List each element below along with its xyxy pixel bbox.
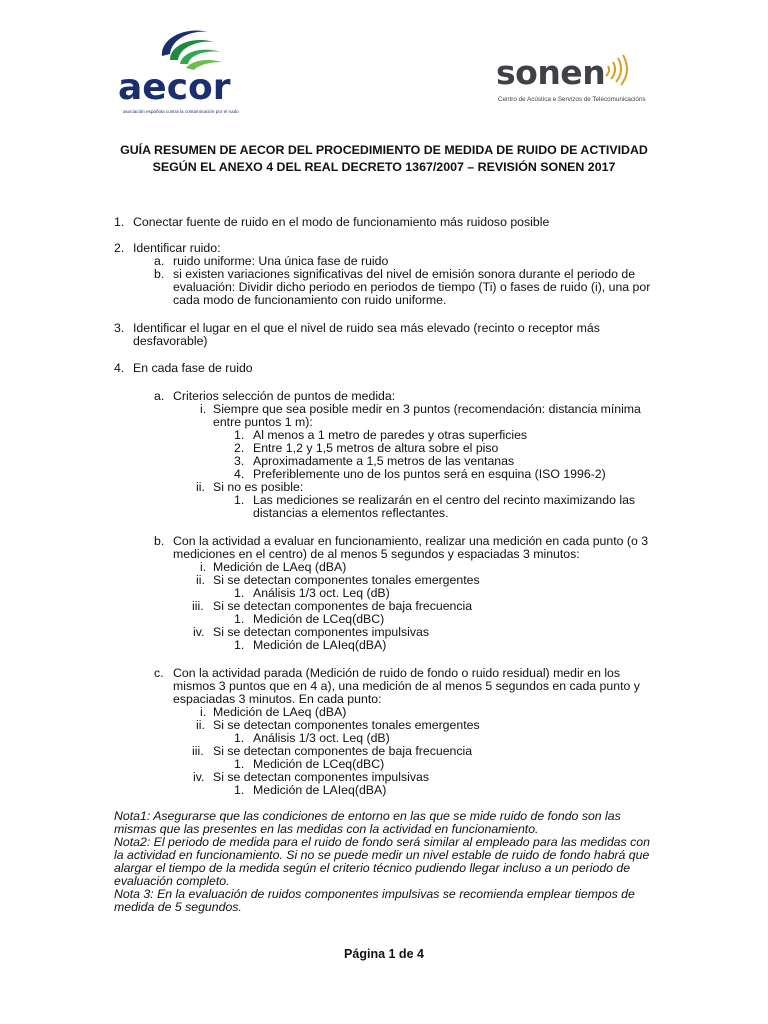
item-number: 1. [234, 757, 245, 771]
criterion-item: Preferiblemente uno de los puntos será en esquina (ISO 1996-2) [253, 467, 606, 481]
step-number: 4. [114, 361, 125, 375]
roman-numeral: iii. [192, 599, 204, 613]
note-1-line-2: mismas que las presentes en las medidas con la actividad en funcionamiento. [114, 822, 539, 836]
item-number: 1. [234, 731, 245, 745]
note-2-line-1: Nota2: El periodo de medida para el ruido de fondo será similar al empleado para las medidas con [114, 835, 650, 849]
measure-item: Si se detectan componentes impulsivas [213, 770, 429, 784]
aecor-wordmark: aecor [118, 67, 231, 108]
criterion-item: Entre 1,2 y 1,5 metros de altura sobre el piso [253, 441, 499, 455]
roman-numeral: iii. [192, 744, 204, 758]
item-number: 1. [234, 612, 245, 626]
step-4-text: En cada fase de ruido [133, 361, 253, 375]
measure-subitem: Análisis 1/3 oct. Leq (dB) [253, 731, 390, 745]
step-2b-line-3: cada modo de funcionamiento con ruido uniforme. [173, 293, 447, 307]
document-title [90, 142, 678, 176]
aecor-logo [118, 26, 278, 112]
note-1-line-1: Nota1: Asegurarse que las condiciones de entorno en las que se mide ruido de fondo son las [114, 809, 621, 823]
step-4a-i-line-1: Siempre que sea posible medir en 3 puntos (recomendación: distancia mínima [213, 402, 641, 416]
step-4b-line-1: Con la actividad a evaluar en funcionamiento, realizar una medición en cada punto (o 3 [173, 534, 649, 548]
step-4c-line-2: mismos 3 puntos que en 4 a), una medición de al menos 5 segundos en cada punto y [173, 679, 640, 693]
measure-subitem: Medición de LCeq(dBC) [253, 757, 385, 771]
note-2-line-3: alargar el tiempo de la medida según el criterio técnico pudiendo llegar incluso a un periodo de [114, 861, 631, 875]
sonen-tagline: Centro de Acústica e Servizos de Telecomunicacións [498, 96, 646, 103]
measure-subitem: Análisis 1/3 oct. Leq (dB) [253, 586, 390, 600]
item-number: 1. [234, 586, 245, 600]
sub-letter: a. [154, 254, 165, 268]
sub-letter: b. [154, 534, 165, 548]
item-number: 1. [234, 428, 245, 442]
aecor-tagline: asociación española contra la contaminación por el ruido [123, 109, 239, 114]
roman-numeral: ii. [196, 480, 205, 494]
measure-item: Si se detectan componentes impulsivas [213, 625, 429, 639]
aecor-swirl-icon [156, 26, 226, 72]
measure-item: Medición de LAeq (dBA) [213, 560, 347, 574]
step-4c-line-1: Con la actividad parada (Medición de ruido de fondo o ruido residual) medir en los [173, 666, 621, 680]
measure-subitem: Medición de LAIeq(dBA) [253, 783, 387, 797]
step-number: 3. [114, 321, 125, 335]
step-4a-ii-text: Si no es posible: [213, 480, 304, 494]
note-3-line-2: medida de 5 segundos. [114, 900, 242, 914]
note-3-line-1: Nota 3: En la evaluación de ruidos componentes impulsivas se recomienda emplear tiempos de [114, 887, 635, 901]
roman-numeral: i. [200, 402, 207, 416]
title-line-2: SEGÚN EL ANEXO 4 DEL REAL DECRETO 1367/2007 – REVISIÓN SONEN 2017 [152, 160, 616, 174]
item-number: 1. [234, 638, 245, 652]
item-number: 1. [234, 493, 245, 507]
step-4b-line-2: mediciones en el centro) de al menos 5 segundos y espaciadas 3 minutos: [173, 547, 580, 561]
sonen-wordmark: sonen [496, 53, 606, 92]
sub-letter: a. [154, 389, 165, 403]
sound-waves-icon [602, 54, 634, 88]
sonen-logo [496, 54, 656, 110]
sub-letter: b. [154, 267, 165, 281]
step-4a-ii-item-line-2: distancias a elementos reflectantes. [253, 506, 449, 520]
measure-item: Medición de LAeq (dBA) [213, 705, 347, 719]
page-number: Página 1 de 4 [344, 947, 424, 961]
item-number: 4. [234, 467, 245, 481]
item-number: 1. [234, 783, 245, 797]
step-4a-i-line-2: entre puntos 1 m): [213, 415, 313, 429]
step-2b-line-2: evaluación: Dividir dicho periodo en periodos de tiempo (Ti) o fases de ruido (i), una por [173, 280, 651, 294]
measure-item: Si se detectan componentes de baja frecuencia [213, 599, 473, 613]
step-4a-text: Criterios selección de puntos de medida: [173, 389, 396, 403]
roman-numeral: ii. [196, 573, 205, 587]
step-number: 1. [114, 215, 125, 229]
step-4c-line-3: espaciadas 3 minutos. En cada punto: [173, 692, 382, 706]
step-3-line-2: desfavorable) [133, 334, 208, 348]
roman-numeral: i. [200, 560, 207, 574]
step-3-line-1: Identificar el lugar en el que el nivel de ruido sea más elevado (recinto o receptor más [133, 321, 600, 335]
step-2b-line-1: si existen variaciones significativas del nivel de emisión sonora durante el periodo de [173, 267, 636, 281]
step-4a-ii-item-line-1: Las mediciones se realizarán en el centro del recinto maximizando las [253, 493, 636, 507]
note-2-line-4: evaluación completo. [114, 874, 230, 888]
step-1-text: Conectar fuente de ruido en el modo de funcionamiento más ruidoso posible [133, 215, 550, 229]
roman-numeral: i. [200, 705, 207, 719]
measure-subitem: Medición de LCeq(dBC) [253, 612, 385, 626]
sub-letter: c. [154, 666, 164, 680]
item-number: 2. [234, 441, 245, 455]
step-number: 2. [114, 241, 125, 255]
roman-numeral: ii. [196, 718, 205, 732]
step-2-text: Identificar ruido: [133, 241, 221, 255]
step-2a-text: ruido uniforme: Una única fase de ruido [173, 254, 389, 268]
measure-subitem: Medición de LAIeq(dBA) [253, 638, 387, 652]
measure-item: Si se detectan componentes tonales emergentes [213, 573, 480, 587]
measure-item: Si se detectan componentes tonales emergentes [213, 718, 480, 732]
note-2-line-2: la actividad en funcionamiento. Si no se puede medir un nivel estable de ruido de fondo habrá que [114, 848, 650, 862]
title-line-1: GUÍA RESUMEN DE AECOR DEL PROCEDIMIENTO DE MEDIDA DE RUIDO DE ACTIVIDAD [120, 143, 648, 157]
criterion-item: Al menos a 1 metro de paredes y otras superficies [253, 428, 528, 442]
measure-item: Si se detectan componentes de baja frecuencia [213, 744, 473, 758]
roman-numeral: iv. [193, 770, 205, 784]
item-number: 3. [234, 454, 245, 468]
roman-numeral: iv. [193, 625, 205, 639]
criterion-item: Aproximadamente a 1,5 metros de las ventanas [253, 454, 515, 468]
